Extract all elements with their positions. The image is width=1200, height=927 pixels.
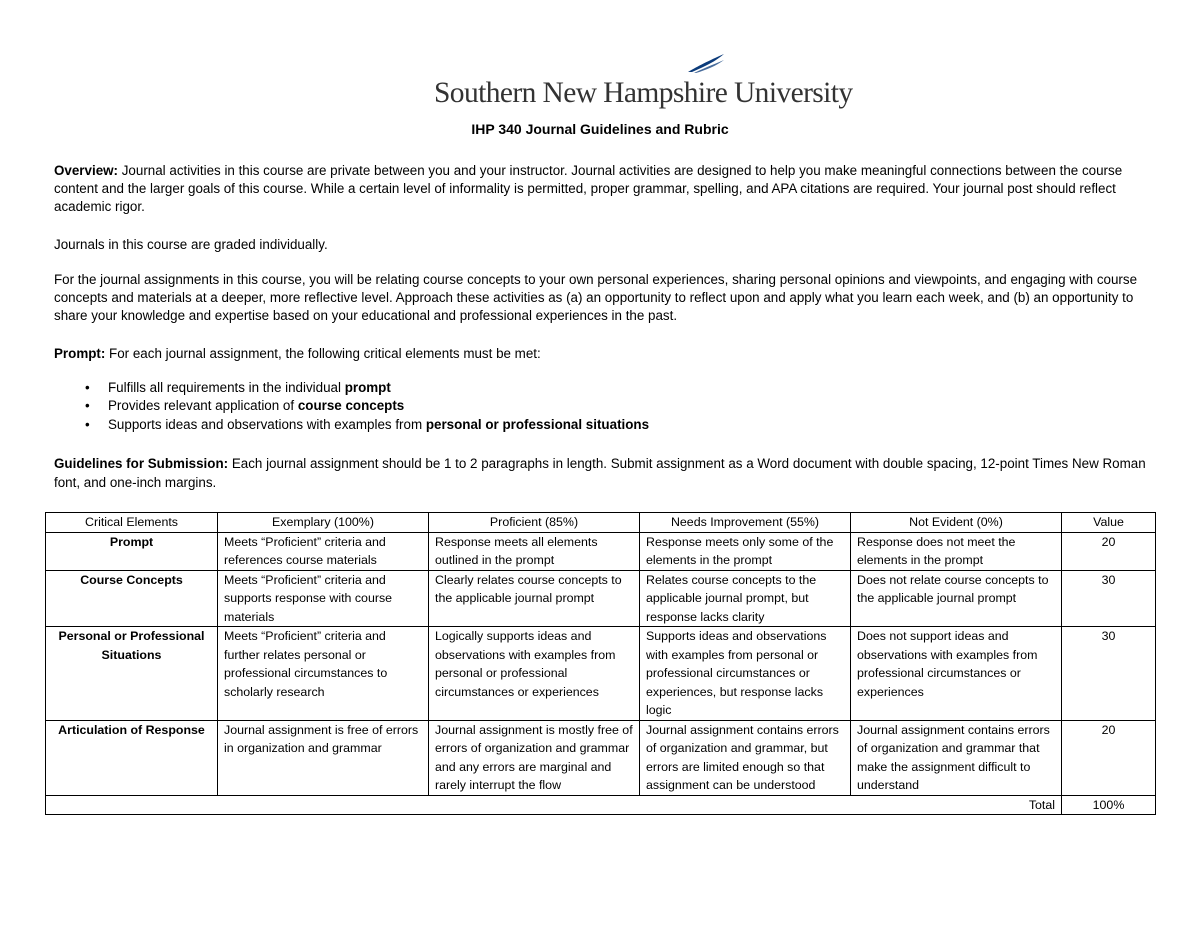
table-header-row (46, 513, 1156, 533)
assignments-paragraph: For the journal assignments in this course, you will be relating course concepts to your own personal experiences, sharing personal opinions and viewpoints, and engaging with course concepts and materials at a deeper, more reflective level. Approach these activities as (a) an opportunity to reflect upon and apply what you learn each week, and (b) an opportunity to share your knowledge and expertise based on your educational and professional experiences in the past. (54, 272, 1138, 324)
proficient-cell: Response meets all elements outlined in the prompt (429, 532, 640, 570)
total-label: Total (46, 795, 1062, 815)
column-header: Needs Improvement (55%) (640, 513, 851, 533)
guidelines-label: Guidelines for Submission: (54, 456, 229, 471)
not-evident-cell: Does not support ideas and observations with examples from professional circumstances or experiences (851, 627, 1062, 721)
critical-element-cell: Course Concepts (46, 570, 218, 627)
column-header: Value (1062, 513, 1156, 533)
needs-improvement-cell: Relates course concepts to the applicable journal prompt, but response lacks clarity (640, 570, 851, 627)
prompt-label: Prompt: (54, 346, 106, 361)
guidelines-paragraph (54, 454, 1150, 492)
exemplary-cell: Meets “Proficient” criteria and references course materials (218, 532, 429, 570)
critical-elements-list (54, 379, 649, 434)
critical-element-cell: Articulation of Response (46, 720, 218, 795)
not-evident-cell: Response does not meet the elements in the prompt (851, 532, 1062, 570)
list-item: • Supports ideas and observations with examples from personal or professional situations (54, 416, 649, 434)
needs-improvement-cell: Supports ideas and observations with examples from personal or professional circumstances or experiences, but response lacks logic (640, 627, 851, 721)
value-cell: 30 (1062, 627, 1156, 721)
total-row (46, 795, 1156, 815)
column-header: Exemplary (100%) (218, 513, 429, 533)
logo-text: Southern New Hampshire University (434, 76, 853, 109)
exemplary-cell: Journal assignment is free of errors in organization and grammar (218, 720, 429, 795)
critical-element-cell: Prompt (46, 532, 218, 570)
graded-paragraph: Journals in this course are graded individually. (54, 237, 328, 252)
total-value: 100% (1062, 795, 1156, 815)
list-item: • Fulfills all requirements in the individual prompt (54, 379, 649, 397)
guidelines-text: Each journal assignment should be 1 to 2 paragraphs in length. Submit assignment as a Word document with double spacing, 12-point Times New Roman font, and one-inch margins. (54, 456, 1146, 490)
column-header: Not Evident (0%) (851, 513, 1062, 533)
not-evident-cell: Does not relate course concepts to the applicable journal prompt (851, 570, 1062, 627)
exemplary-cell: Meets “Proficient” criteria and further relates personal or professional circumstances to scholarly research (218, 627, 429, 721)
value-cell: 20 (1062, 532, 1156, 570)
overview-text: Journal activities in this course are private between you and your instructor. Journal activities are designed to help you make meaningful connections between the course content and the larger goals of this course. While a certain level of informality is permitted, proper grammar, spelling, and APA citations are required. Your journal post should reflect academic rigor. (54, 163, 1123, 215)
critical-element-cell: Personal or Professional Situations (46, 627, 218, 721)
column-header: Critical Elements (46, 513, 218, 533)
snhu-logo (434, 52, 853, 109)
overview-paragraph (54, 162, 1150, 217)
table-row (46, 627, 1156, 721)
table-row (46, 532, 1156, 570)
prompt-text: For each journal assignment, the following critical elements must be met: (105, 346, 541, 361)
prompt-paragraph (54, 345, 1150, 363)
proficient-cell: Clearly relates course concepts to the applicable journal prompt (429, 570, 640, 627)
list-item: • Provides relevant application of course concepts (54, 397, 649, 415)
needs-improvement-cell: Journal assignment contains errors of organization and grammar, but errors are limited enough so that assignment can be understood (640, 720, 851, 795)
overview-label: Overview: (54, 163, 119, 178)
needs-improvement-cell: Response meets only some of the elements in the prompt (640, 532, 851, 570)
value-cell: 20 (1062, 720, 1156, 795)
table-row (46, 570, 1156, 627)
wing-logo-icon (686, 52, 726, 74)
exemplary-cell: Meets “Proficient” criteria and supports response with course materials (218, 570, 429, 627)
rubric-table (45, 512, 1156, 815)
column-header: Proficient (85%) (429, 513, 640, 533)
proficient-cell: Journal assignment is mostly free of errors of organization and grammar and any errors are marginal and rarely interrupt the flow (429, 720, 640, 795)
page-title: IHP 340 Journal Guidelines and Rubric (471, 121, 729, 137)
value-cell: 30 (1062, 570, 1156, 627)
not-evident-cell: Journal assignment contains errors of organization and grammar that make the assignment difficult to understand (851, 720, 1062, 795)
table-row (46, 720, 1156, 795)
proficient-cell: Logically supports ideas and observations with examples from personal or professional circumstances or experiences (429, 627, 640, 721)
